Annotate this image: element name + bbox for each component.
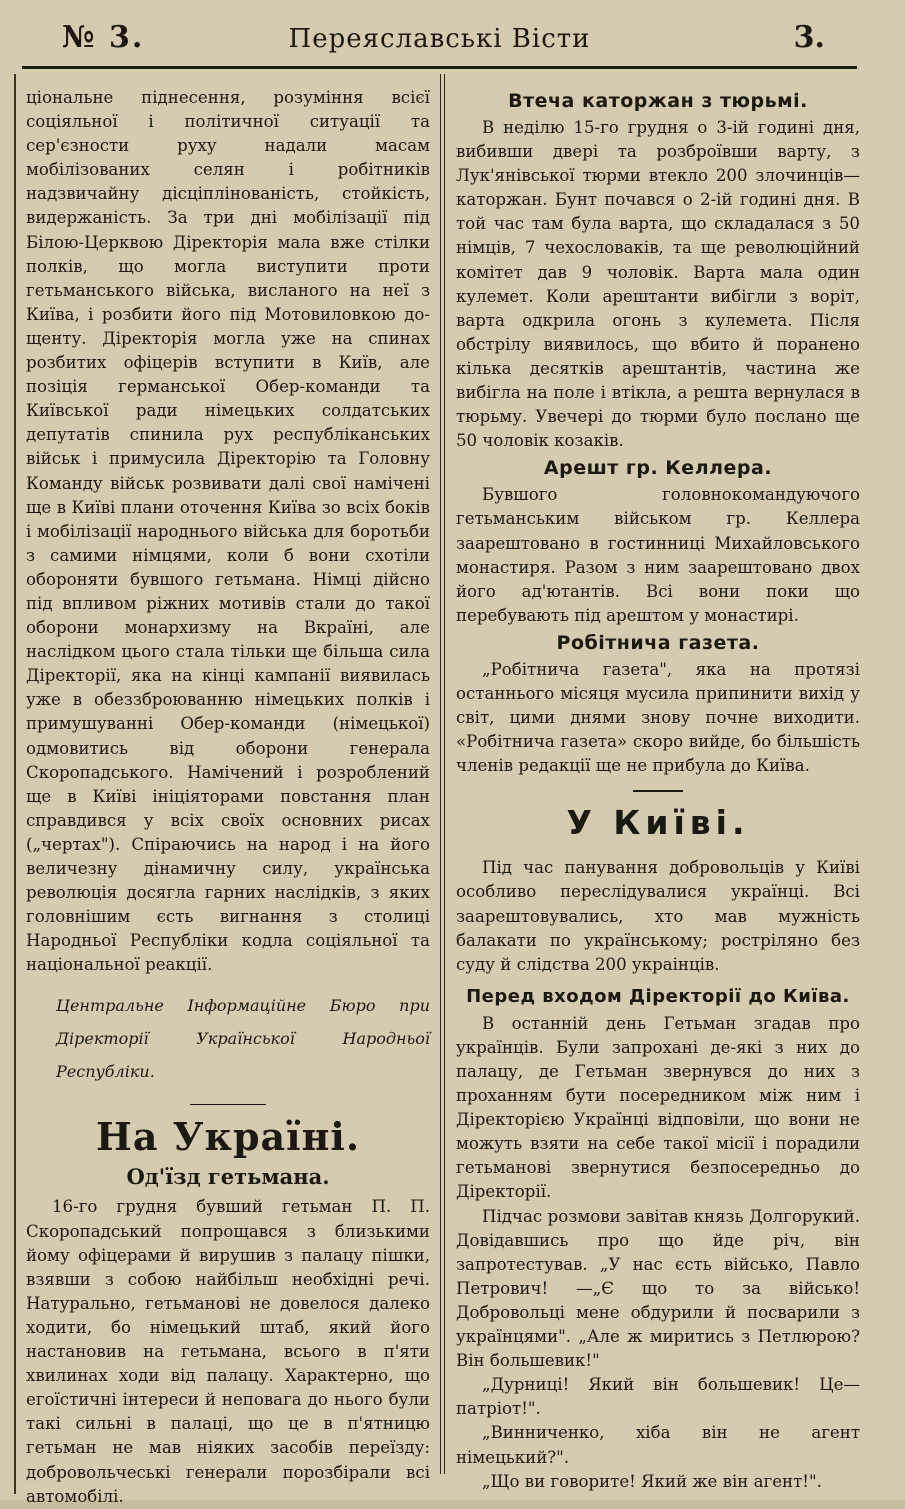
article-hetman-departure: 16-го грудня бувший гетьман П. П. Скоропадський попрощався з близькими йому офіцерами й вирушив з палацу пішки, взявши з собою найбільш необхідні речі. Натурально, гетьманові не довелося далеко ходити, бо німецький штаб, який його настановив на гетьмана, всього в п'яти хвилинах ходи від палацу. Характерно, що егоїстичні інтереси й неповага до нього були такі сильні в палаці, що це в п'ятницю гетьман не мав ніяких засобів переїзду: добровольчеські генерали порозбірали всі автомобілі. (26, 1197, 430, 1506)
article-workers-newspaper: „Робітнича газета", яка на протязі останнього місяця мусила припинити вихід у світ, цими днями знову почне виходити. «Робітнича газета» скоро вийде, бо більшість членів редакції ще не прибула до Київа. (456, 659, 860, 776)
dialogue-line: „Дурниці! Який він большевик! Це—патріот!". (456, 1375, 860, 1419)
article-keller-arrest: Бувшого головнокомандуючого гетьманським військом гр. Келлера заарештовано в гостинниці Михайловського монастиря. Разом з ним заарештовано двох його ад'ютантів. Всі вони поки що перебувають під арештом у монастирі. (456, 485, 860, 625)
dialogue-line: „Що ви говорите! Який же він агент!". (482, 1471, 822, 1491)
section-title-kyiv: У Київі. (566, 803, 750, 843)
header-rule (22, 66, 857, 69)
headline-hetman-departure: Од'їзд гетьмана. (126, 1164, 330, 1190)
separator (633, 790, 683, 792)
separator (190, 1104, 266, 1105)
article-continuation: ціональне піднесення, розуміння всієї соціяльної і політичної ситуації та сер'єзности руху надали масам мобілізованих селян і робітників надзвичайну дісціплінованість, стойкість, видержаність. За три дні мобілізації під Білою-Церквою Діректорія мала вже стілки полків, що могла виступити проти гетьманського війська, висланого на неї з Київа, і розбити його під Мотовиловкою до-щенту. Діректорія могла уже на спинах розбитих офіцерів вступити в Київ, але позіція германської Обер-команди та Київської ради німецьких солдатських депутатів спинила рух республіканських військ і примусила Діректорію та Головну Команду військ розвивати далі свої намічені ще в Київі плани оточення Київа зо всіх боків і мобілізації народнього війська для боротьби з самими німцями, коли б вони схотіли обороняти бувшого гетьмана. Німці дійсно під впливом ріжних мотивів стали до такої оборони монархизму на Вкраїні, але наслідком цього стала тільки ще більша сила Діректорії, яка на кінці кампанії виявилась уже в обеззброюванню німецьких полків і примушуванні Обер-команди (німецької) одмовитись від оборони генерала Скоропадського. Намічений і розроблений ще в Київі ініціяторами повстання план справдився у всіх своїх основних рисах („чертах"). Спіраючись на народ і на його величезну дінамичну силу, українська революція досягла гарних наслідків, з яких головнішим єсть вигнання з столиці Народньої Республіки кодла соціяльної та національної реакції. (26, 88, 430, 975)
dialogue-line: „Винниченко, хіба він не агент німецький?". (456, 1423, 860, 1467)
section-title-ukraine: На Україні. (95, 1114, 361, 1160)
issue-number: № 3. (62, 20, 145, 55)
page-number: 3. (793, 20, 825, 55)
headline-before-directory: Перед входом Діректорії до Київа. (466, 985, 850, 1007)
column-divider-inner (444, 74, 445, 1474)
article-prison-escape: В неділю 15-го грудня о 3-ій годині дня, вибивши двері та розброївши варту, з Лук'янівської тюрми втекло 200 злочинців—каторжан. Бунт почався о 2-ій годині дня. В той час там була варта, що складалася з 50 німців, 7 чехословаків, та ще революційний комітет дав 9 чоловік. Варта мала один кулемет. Коли арештанти вибігли з воріт, варта одкрила огонь з кулемета. Після обстрілу виявилось, що вбито й поранено кілька десятків арештантів, частина же вибігла на поле і втікла, а решта вернулася в тюрьму. Увечері до тюрми було послано ще 50 чоловік козаків. (456, 118, 860, 451)
headline-keller-arrest: Арешт гр. Келлера. (543, 457, 773, 480)
right-column (456, 86, 860, 1494)
left-column (26, 86, 430, 1509)
headline-workers-newspaper: Робітнича газета. (556, 631, 760, 654)
page-header (22, 14, 857, 62)
newspaper-title: Переяславські Вісти (288, 24, 591, 54)
column-divider (440, 74, 441, 1474)
article-dolgorukiy: Підчас розмови завітав князь Долгорукий. Довідавшись про що йде річ, він запротестував. „У нас єсть військо, Павло Петрович! —„Є що то за військо! Добровольці мене обдурили й посварили з українцями". „Але ж миритись з Петлюрою? Він большевик!" (456, 1206, 860, 1371)
page-edge-line (14, 74, 16, 1494)
headline-prison-escape: Втеча каторжан з тюрьмі. (508, 90, 808, 112)
article-kyiv: Під час панування добровольців у Київі особливо переслідувалися українці. Всі заарештовувались, хто мав мужність балакати по українському; ростріляно без суду й слідства 200 украінців. (456, 858, 860, 974)
article-signature: Центральне Інформаційне Бюро при Діректорії Української Народньої Республіки. (56, 996, 430, 1082)
article-before-directory: В останній день Гетьман згадав про українців. Були запрохані де-які з них до палацу, де Гетьман звернувся до них з проханням бути посередником між ним і Діректорією Українці відповіли, що вони не можуть взяти на себе такої місії і порадили гетьманові звернутися безпосередньо до Діректорії. (456, 1013, 860, 1202)
